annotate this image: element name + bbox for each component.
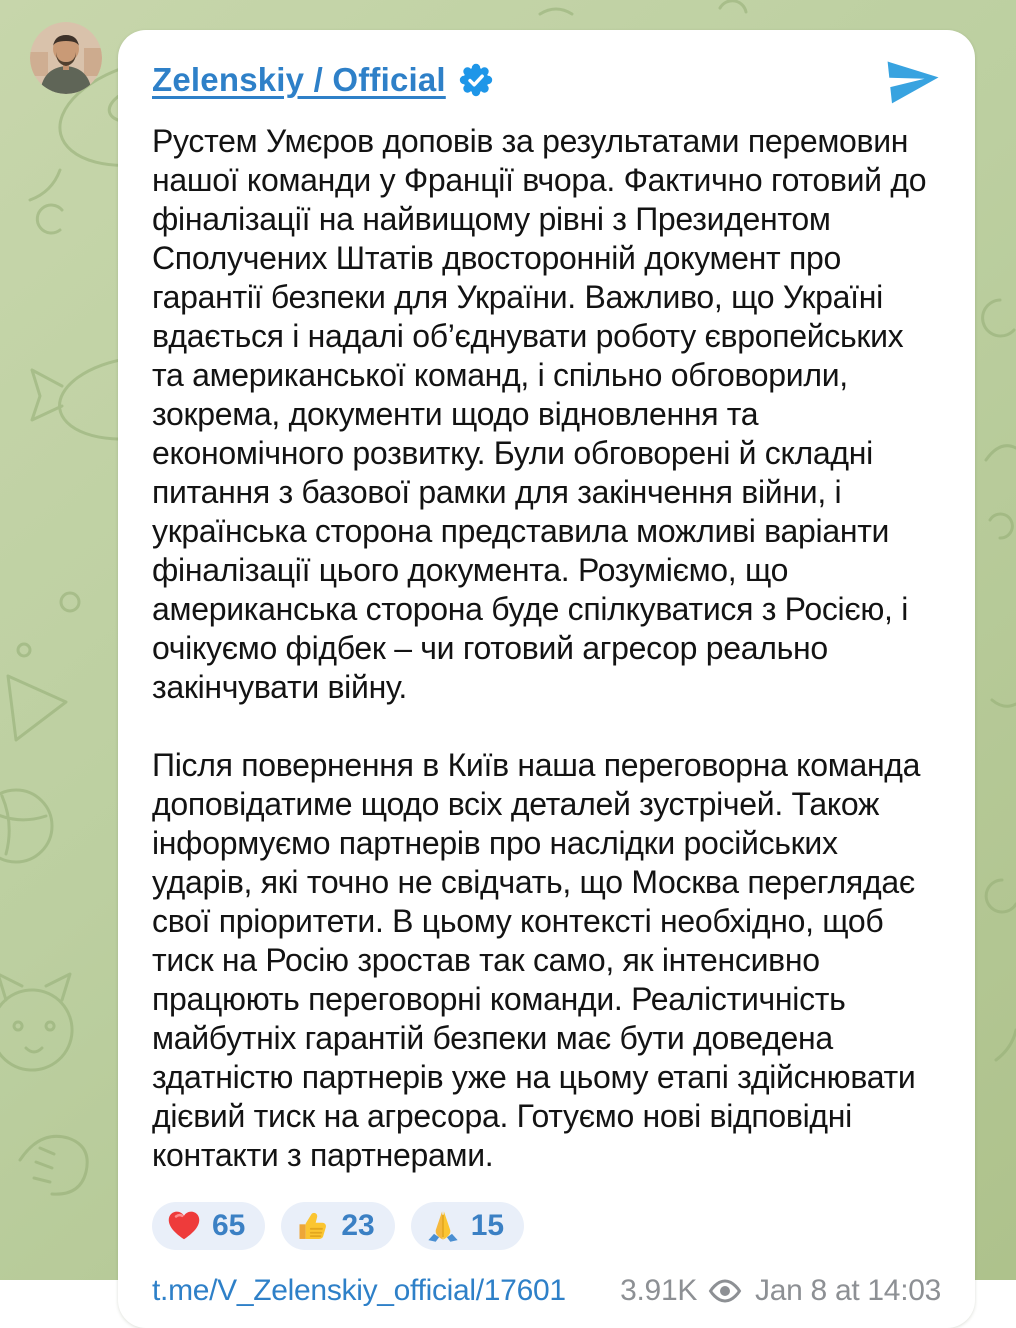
timestamp: Jan 8 at 14:03: [755, 1274, 941, 1307]
channel-name-link[interactable]: Zelenskiy / Official: [152, 61, 446, 98]
eye-icon: [707, 1278, 743, 1304]
message-meta: [620, 1274, 941, 1308]
message-text: [152, 122, 941, 1175]
verified-badge-icon: [458, 62, 494, 98]
message-footer: [152, 1274, 941, 1308]
views-count: 3.91K: [620, 1274, 698, 1307]
reaction-count: 23: [341, 1209, 375, 1242]
telegram-plane-icon: [882, 49, 944, 111]
folded-hands-emoji-icon: [425, 1208, 461, 1244]
message-bubble: [118, 30, 975, 1328]
view-counter: [620, 1274, 743, 1308]
post-link[interactable]: t.me/V_Zelenskiy_official/17601: [152, 1274, 566, 1307]
reaction-thumbs-up-pill[interactable]: [281, 1202, 394, 1250]
thumbs-up-emoji-icon: [295, 1208, 331, 1244]
reaction-folded-hands-pill[interactable]: [411, 1202, 524, 1250]
message-paragraph: Після повернення в Київ наша переговорна команда доповідатиме щодо всіх деталей зустрічей. Також інформуємо партнерів про наслідки російських ударів, які точно не свідчать, що Москва переглядає свої пріоритети. В цьому контексті необхідно, щоб тиск на Росію зростав так само, як інтенсивно працюють переговорні команди. Реалістичність майбутніх гарантій безпеки має бути доведена здатністю партнерів уже на цьому етапі здійснювати дієвий тиск на агресора. Готуємо нові відповідні контакти з партнерами.: [152, 747, 921, 1173]
avatar[interactable]: [30, 22, 102, 94]
message-header: [152, 52, 941, 108]
reaction-count: 65: [212, 1209, 246, 1242]
reaction-heart-pill[interactable]: [152, 1202, 265, 1250]
red-heart-emoji-icon: [166, 1208, 202, 1244]
message-paragraph: Рустем Умєров доповів за результатами перемовин нашої команди у Франції вчора. Фактично готовий до фіналізації на найвищому рівні з Президентом Сполучених Штатів двосторонній документ про гарантії безпеки для України. Важливо, що Україні вдається і надалі об’єднувати роботу європейських та американської команд, і спільно обговорили, зокрема, документи щодо відновлення та економічного розвитку. Були обговорені й складні питання з базової рамки для закінчення війни, і українська сторона представила можливі варіанти фіналізації цього документа. Розуміємо, що американська сторона буде спілкуватися з Росією, і очікуємо фідбек – чи готовий агресор реально закінчувати війну.: [152, 123, 927, 705]
avatar-photo: [30, 22, 102, 94]
reactions-row: [152, 1202, 941, 1250]
reaction-count: 15: [470, 1209, 505, 1242]
